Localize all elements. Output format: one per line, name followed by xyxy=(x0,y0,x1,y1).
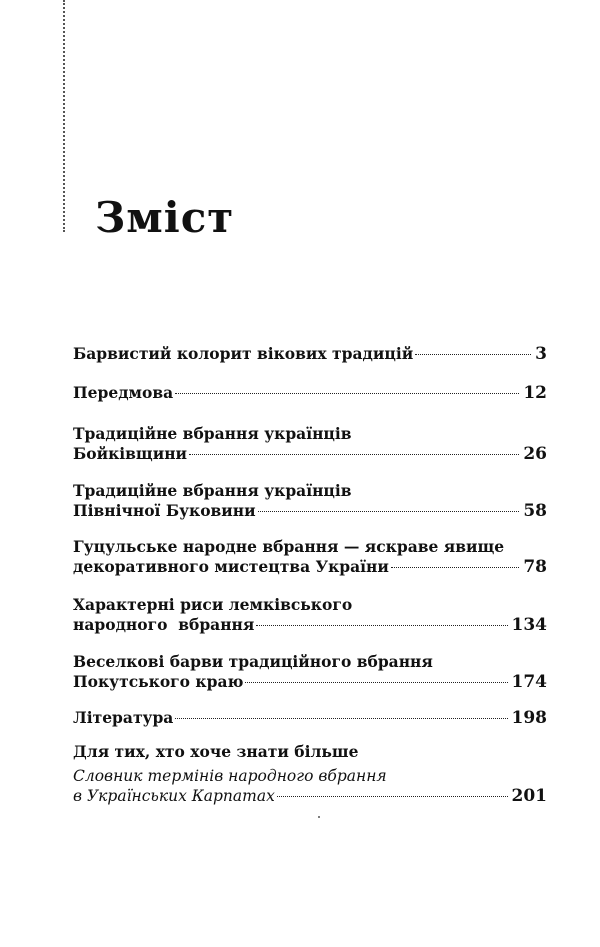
toc-entry-title-line: Покутського краю xyxy=(73,672,244,691)
toc-entry-title: Література xyxy=(73,708,174,727)
dot-leader xyxy=(415,354,531,355)
dot-leader xyxy=(258,511,520,512)
toc-page-number: 201 xyxy=(511,786,547,806)
toc-entry-title-line: в Українських Карпатах xyxy=(73,787,275,805)
dot-leader xyxy=(175,393,519,394)
toc-entry-title: Передмова xyxy=(73,383,174,402)
toc-entry[interactable] xyxy=(73,537,547,577)
dot-leader xyxy=(189,454,519,455)
decorative-dotted-line xyxy=(63,0,65,232)
toc-section-heading: Для тих, хто хоче знати більше xyxy=(73,742,359,761)
toc-entry[interactable] xyxy=(73,424,547,464)
dot-leader xyxy=(245,682,507,683)
toc-entry-title-line: Словник термінів народного вбрання xyxy=(73,767,387,785)
toc-entry[interactable] xyxy=(73,708,547,728)
toc-page-number: 26 xyxy=(523,444,547,464)
toc-entry-title: Барвистий колорит вікових традицій xyxy=(73,344,414,363)
toc-entry-title-line: Традиційне вбрання українців xyxy=(73,481,352,500)
toc-page-number: 198 xyxy=(511,708,547,728)
dot-leader xyxy=(175,718,507,719)
toc-entry-title-line: Бойківщини xyxy=(73,444,188,463)
toc-page-number: 12 xyxy=(523,383,547,403)
toc-entry[interactable] xyxy=(73,481,547,521)
toc-extra-section[interactable] xyxy=(73,742,547,806)
toc-page-number: 78 xyxy=(523,557,547,577)
toc-entry[interactable] xyxy=(73,383,547,403)
dot-leader xyxy=(277,796,508,797)
toc-entry[interactable] xyxy=(73,652,547,692)
toc-entry-title-line: Традиційне вбрання українців xyxy=(73,424,352,443)
toc-page-number: 58 xyxy=(523,501,547,521)
toc-entry-title-line: Веселкові барви традиційного вбрання xyxy=(73,652,433,671)
toc-entry-title-line: Характерні риси лемківського xyxy=(73,595,353,614)
toc-entry-title-line: декоративного мистецтва України xyxy=(73,557,389,576)
toc-page-number: 134 xyxy=(511,615,547,635)
print-speck xyxy=(318,816,320,818)
page-title: Зміст xyxy=(95,193,235,242)
dot-leader xyxy=(256,625,507,626)
toc-entry-title-line: Північної Буковини xyxy=(73,501,256,520)
toc-page-number: 3 xyxy=(535,344,547,364)
toc-page-number: 174 xyxy=(511,672,547,692)
toc-entry-title-line: народного вбрання xyxy=(73,615,255,634)
toc-entry-title-line: Гуцульське народне вбрання — яскраве явище xyxy=(73,537,505,556)
dot-leader xyxy=(391,567,519,568)
toc-entry[interactable] xyxy=(73,344,547,364)
toc-entry[interactable] xyxy=(73,595,547,635)
